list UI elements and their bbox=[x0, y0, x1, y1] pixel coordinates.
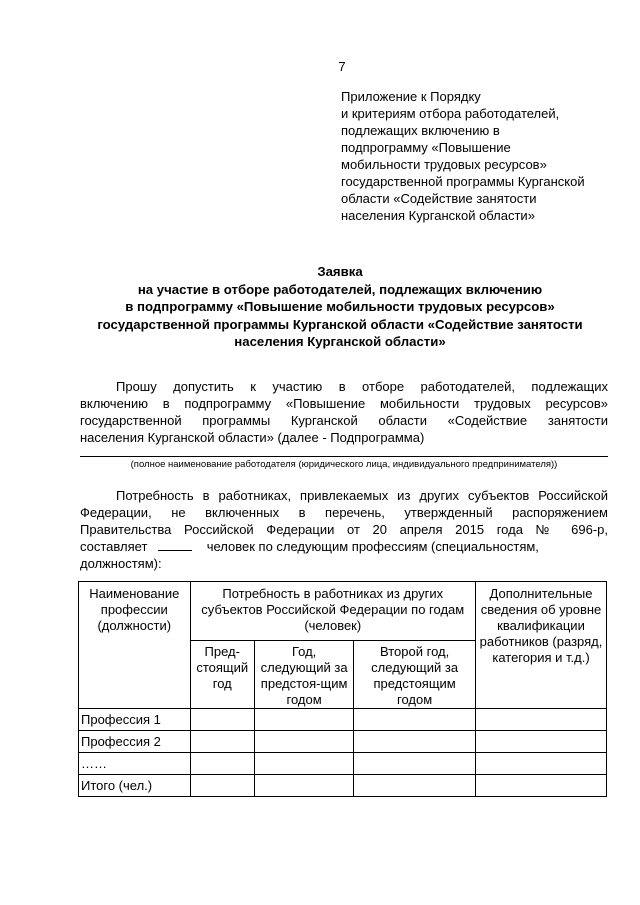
appendix-line: и критериям отбора работодателей, bbox=[341, 106, 560, 121]
appendix-line: населения Курганской области» bbox=[341, 208, 535, 223]
appendix-line: подлежащих включению в bbox=[341, 123, 500, 138]
table-cell bbox=[254, 753, 353, 775]
page-number: 7 bbox=[338, 59, 346, 74]
table-cell bbox=[190, 753, 254, 775]
appendix-line: государственной программы Курганской bbox=[341, 174, 585, 189]
title-line: на участие в отборе работодателей, подлежащих включению bbox=[137, 281, 543, 297]
document-title bbox=[40, 263, 640, 351]
table-cell bbox=[254, 775, 353, 797]
need-line: должностям): bbox=[80, 556, 162, 571]
table-cell bbox=[190, 775, 254, 797]
appendix-line: области «Содействие занятости bbox=[341, 191, 537, 206]
header-need: Потребность в работниках из других субъектов Российской Федерации по годам (человек) bbox=[190, 582, 475, 641]
table-cell bbox=[476, 775, 607, 797]
employer-name-caption: (полное наименование работодателя (юридического лица, индивидуального предпринимателя)) bbox=[130, 459, 558, 470]
table-cell bbox=[190, 731, 254, 753]
table-cell bbox=[190, 709, 254, 731]
title-line: государственной программы Курганской области «Содействие занятости bbox=[97, 316, 583, 332]
title-line: в подпрограмму «Повышение мобильности трудовых ресурсов» bbox=[125, 299, 555, 315]
row-label: Профессия 2 bbox=[79, 731, 191, 753]
row-label: Итого (чел.) bbox=[79, 775, 191, 797]
need-line-prefix: составляет bbox=[80, 539, 148, 554]
row-label: …… bbox=[79, 753, 191, 775]
request-line: Прошу допустить к участию в отборе работодателей, подлежащих bbox=[116, 379, 608, 394]
need-line bbox=[80, 538, 608, 555]
need-line: Потребность в работниках, привлекаемых из других субъектов Российской bbox=[116, 488, 608, 503]
need-line: Правительства Российской Федерации от 20 апреля 2015 года № 696-р, bbox=[80, 522, 608, 537]
need-line-suffix: человек по следующим профессиям (специальностям, bbox=[206, 539, 539, 554]
header-next-year: Год, следующий за предстоя-щим годом bbox=[254, 641, 353, 709]
employer-name-line bbox=[80, 456, 608, 457]
header-additional: Дополнительные сведения об уровне квалификации работников (разряд, категория и т.д.) bbox=[476, 582, 607, 709]
workers-need-table bbox=[78, 581, 607, 797]
title-line: населения Курганской области» bbox=[234, 334, 446, 350]
need-paragraph bbox=[80, 487, 608, 572]
appendix-line: Приложение к Порядку bbox=[341, 89, 481, 104]
table-cell bbox=[476, 709, 607, 731]
table-cell bbox=[254, 731, 353, 753]
need-line: Федерации, не включенных в перечень, утвержденный распоряжением bbox=[80, 505, 608, 520]
header-second-year: Второй год, следующий за предстоящим годом bbox=[354, 641, 476, 709]
request-line: включению в подпрограмму «Повышение мобильности трудовых ресурсов» bbox=[80, 396, 608, 411]
row-label: Профессия 1 bbox=[79, 709, 191, 731]
request-line: государственной программы Курганской области «Содействие занятости bbox=[80, 413, 608, 428]
header-profession: Наименование профессии (должности) bbox=[79, 582, 191, 709]
table-cell bbox=[354, 753, 476, 775]
workers-count-blank bbox=[158, 538, 192, 551]
table-cell bbox=[354, 731, 476, 753]
table-cell bbox=[476, 731, 607, 753]
table-cell bbox=[354, 775, 476, 797]
appendix-line: подпрограмму «Повышение bbox=[341, 140, 511, 155]
title-line: Заявка bbox=[317, 264, 363, 279]
request-paragraph bbox=[80, 378, 608, 446]
table-cell bbox=[476, 753, 607, 775]
appendix-line: мобильности трудовых ресурсов» bbox=[341, 157, 547, 172]
table-cell bbox=[254, 709, 353, 731]
appendix-note bbox=[341, 88, 631, 224]
table-cell bbox=[354, 709, 476, 731]
header-preceding-year: Пред-стоящий год bbox=[190, 641, 254, 709]
request-line: населения Курганской области» (далее - Подпрограмма) bbox=[80, 430, 425, 445]
